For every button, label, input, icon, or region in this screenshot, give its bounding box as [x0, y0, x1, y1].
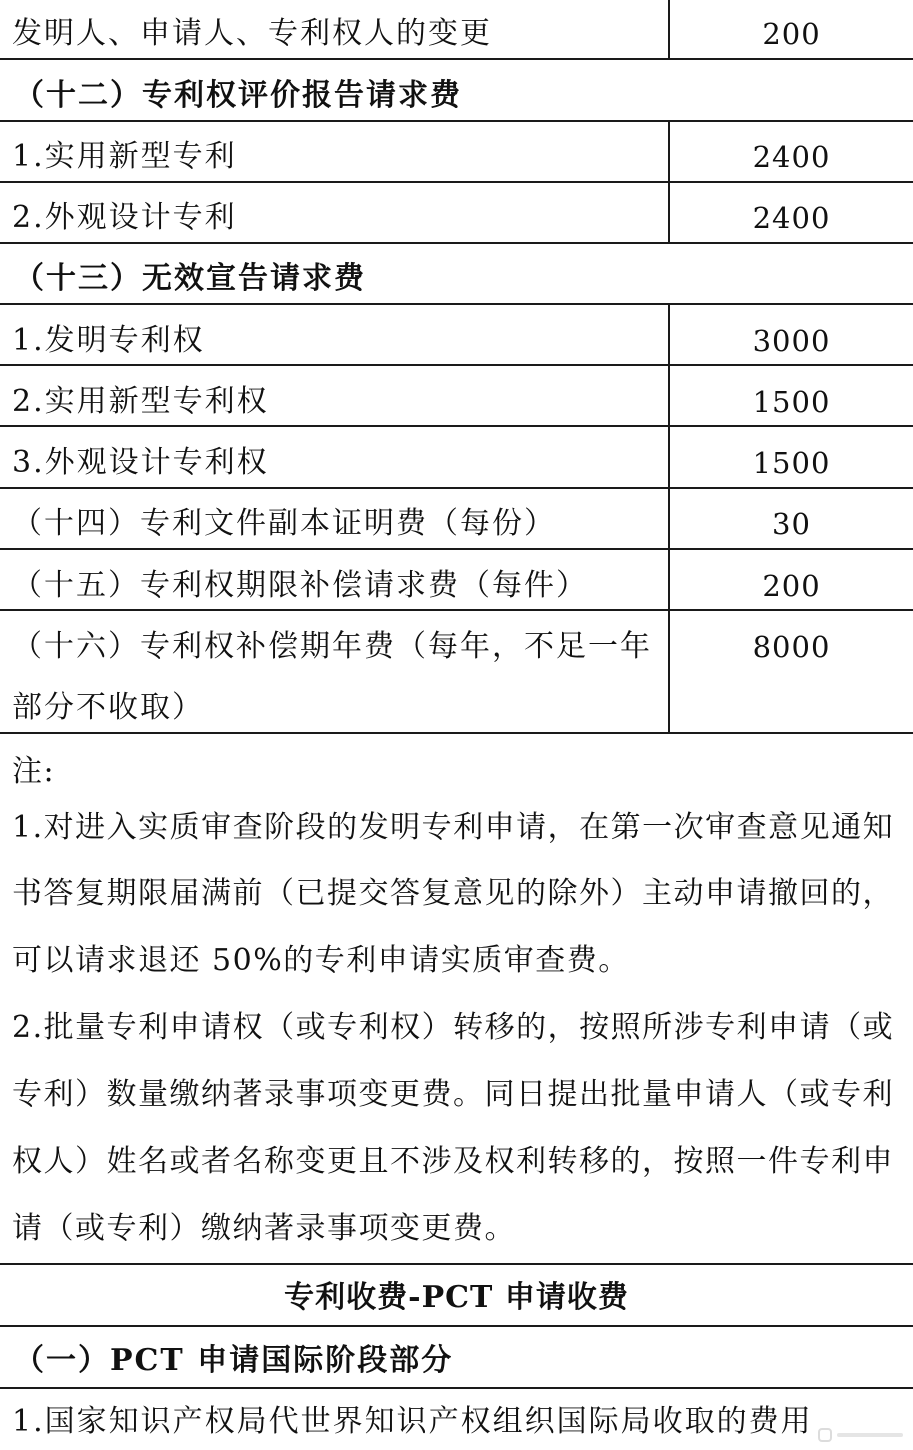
fee-amount: 3000	[752, 324, 831, 358]
fee-amount: 200	[762, 569, 821, 603]
fee-label: 2.外观设计专利	[12, 200, 237, 235]
table-divider	[0, 732, 913, 734]
table-divider	[0, 1387, 913, 1389]
table-divider	[0, 1325, 913, 1327]
column-divider	[668, 120, 670, 242]
fee-label: 3.外观设计专利权	[12, 445, 269, 480]
note-line: 书答复期限届满前（已提交答复意见的除外）主动申请撤回的，	[12, 876, 894, 911]
fee-label: 发明人、申请人、专利权人的变更	[12, 16, 492, 51]
fee-label: 2.实用新型专利权	[12, 384, 269, 419]
fee-label: 1.发明专利权	[12, 323, 205, 358]
note-line: 1.对进入实质审查阶段的发明专利申请，在第一次审查意见通知	[12, 810, 895, 845]
table-divider	[0, 364, 913, 366]
section-heading: （十三）无效宣告请求费	[14, 261, 366, 296]
table-divider	[0, 609, 913, 611]
table-divider	[0, 58, 913, 60]
fee-label: （十五）专利权期限补偿请求费（每件）	[12, 568, 588, 603]
fee-amount: 30	[772, 507, 811, 541]
column-divider	[668, 0, 670, 58]
table-divider	[0, 548, 913, 550]
table-divider	[0, 242, 913, 244]
fee-amount: 200	[762, 17, 821, 51]
pct-title: 专利收费-PCT 申请收费	[284, 1280, 629, 1315]
pct-section-heading: （一）PCT 申请国际阶段部分	[14, 1343, 454, 1378]
note-line: 可以请求退还 50%的专利申请实质审查费。	[12, 943, 630, 978]
fee-label-line2: 部分不收取）	[12, 690, 204, 725]
note-line: 2.批量专利申请权（或专利权）转移的，按照所涉专利申请（或	[12, 1010, 895, 1045]
table-divider	[0, 1263, 913, 1265]
note-line: 请（或专利）缴纳著录事项变更费。	[12, 1211, 516, 1246]
section-heading: （十二）专利权评价报告请求费	[14, 78, 462, 113]
table-divider	[0, 303, 913, 305]
table-divider	[0, 120, 913, 122]
fee-amount: 2400	[752, 201, 831, 235]
table-divider	[0, 425, 913, 427]
watermark-logo-icon	[817, 1424, 907, 1446]
fee-label: （十四）专利文件副本证明费（每份）	[12, 506, 556, 541]
note-line: 权人）姓名或者名称变更且不涉及权利转移的，按照一件专利申	[12, 1144, 894, 1179]
fee-amount: 8000	[752, 630, 831, 664]
fee-label: 1.实用新型专利	[12, 139, 237, 174]
fee-amount: 1500	[752, 385, 831, 419]
fee-amount: 1500	[752, 446, 831, 480]
fee-amount: 2400	[752, 140, 831, 174]
notes-heading: 注:	[12, 754, 56, 789]
table-divider	[0, 487, 913, 489]
table-divider	[0, 181, 913, 183]
column-divider	[668, 303, 670, 732]
note-line: 专利）数量缴纳著录事项变更费。同日提出批量申请人（或专利	[12, 1077, 894, 1112]
fee-label-line1: （十六）专利权补偿期年费（每年，不足一年	[12, 629, 652, 664]
pct-item: 1.国家知识产权局代世界知识产权组织国际局收取的费用	[12, 1404, 813, 1439]
